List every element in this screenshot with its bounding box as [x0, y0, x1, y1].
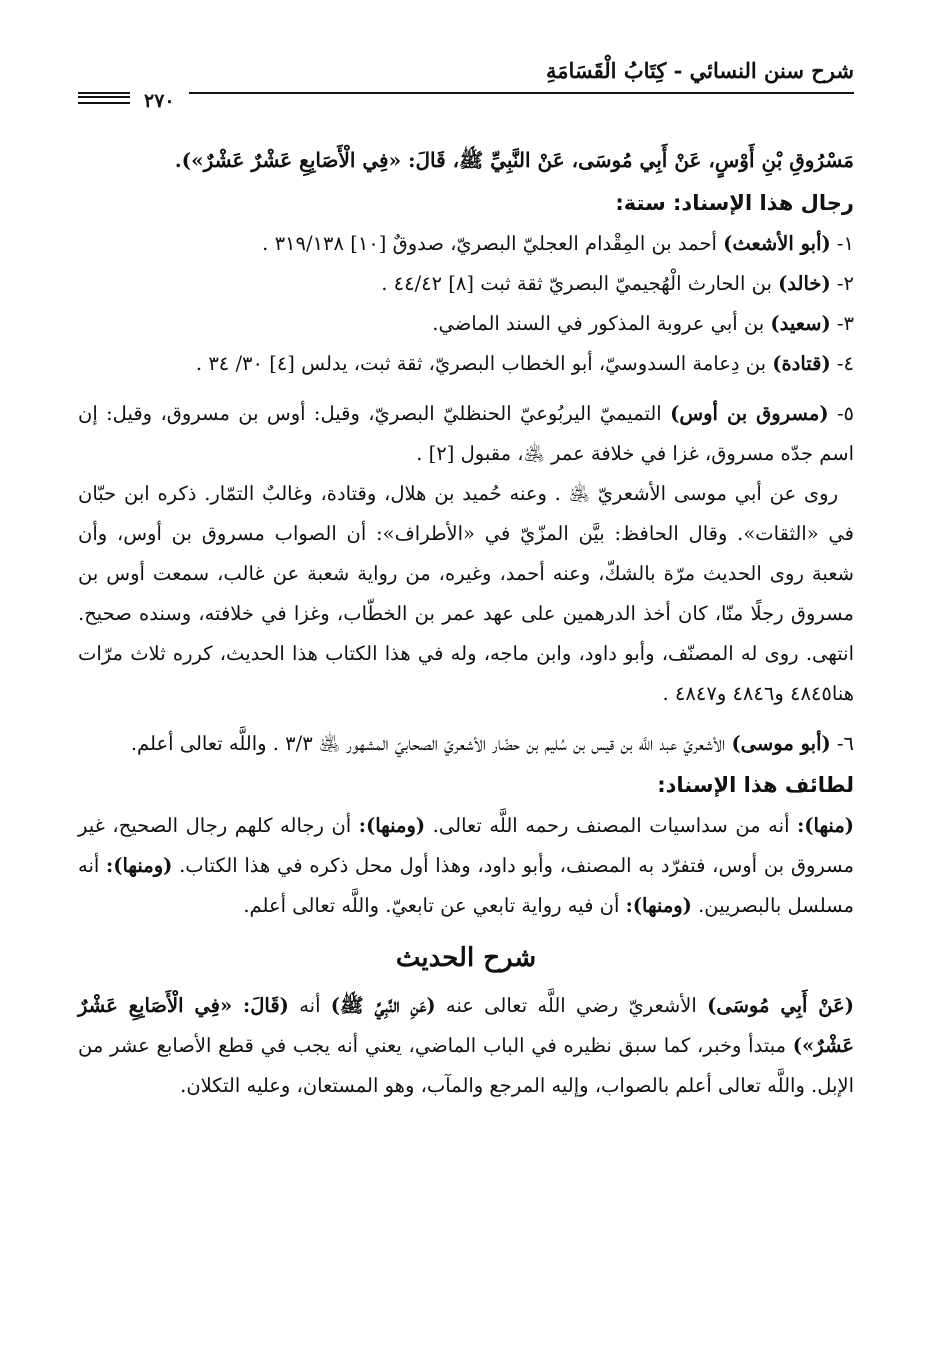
- sharh-text: مبتدأ وخبر، كما سبق نظيره في الباب الماضي، يعني أنه يجب في قطع الأصابع عشر من الإبل. واللَّه تعالى أعلم بالصواب، وإليه المرجع والمآب، وهو المستعان، وعليه التكلان.: [78, 1034, 854, 1097]
- lataif-marker: (ومنها):: [106, 854, 173, 877]
- sharh-text: الأشعريّ رضي اللَّه تعالى عنه: [445, 994, 697, 1017]
- lataif-marker: (ومنها):: [358, 814, 426, 837]
- narrator-text: التميميّ اليربُوعيّ الحنظليّ البصريّ، وقيل: أوس بن مسروق، وقيل: إن اسم جدّه مسروق، غزا في خلافة عمر ﵁، مقبول [٢] .: [78, 402, 854, 465]
- narrator-number: ١-: [836, 232, 854, 255]
- narrator-item: [78, 394, 854, 474]
- running-header: [78, 50, 854, 132]
- page-number: ٢٧٠: [130, 90, 189, 112]
- narrator-text: بن الحارث الْهُجيميّ البصريّ ثقة ثبت [٨] ٤٤/٤٢ .: [381, 272, 772, 295]
- page: [78, 50, 854, 1340]
- lataif-heading: لطائف هذا الإسناد:: [657, 773, 854, 797]
- sharh-quote: (عَنِ النَّبِيِّ ﷺ): [330, 994, 436, 1017]
- narrator-text: بن دِعامة السدوسيّ، أبو الخطاب البصريّ، ثقة ثبت، يدلس [٤] ٣٠/ ٣٤ .: [195, 352, 767, 375]
- header-ornament: [78, 96, 130, 108]
- narrator-number: ٤-: [836, 352, 854, 375]
- sharh-quote: (قَالَ: «فِي الْأَصَابِعِ عَشْرٌ عَشْرٌ»): [78, 994, 854, 1057]
- narrator-name: (خالد): [778, 272, 831, 295]
- header-rule: [78, 92, 854, 94]
- narrator-text: أحمد بن المِقْدام العجليّ البصريّ، صدوقٌ [١٠] ٣١٩/١٣٨ .: [262, 232, 717, 255]
- lataif-text: أنه من سداسيات المصنف رحمه اللَّه تعالى.: [432, 814, 790, 837]
- narrator-name: (مسروق بن أوس): [670, 402, 829, 425]
- narrator-number: ٥-: [836, 402, 855, 425]
- narrator-name: (سعيد): [770, 312, 831, 335]
- narrator-extra: روى عن أبي موسى الأشعريّ ﵁ . وعنه حُميد بن هلال، وقتادة، وغالبٌ التمّار. ذكره ابن حبّان في «الثقات». وقال الحافظ: بيَّن المزّيّ في «الأطراف»: أن الصواب مسروق بن أوس، وأن شعبة روى الحديث مرّة بالشكّ، وعنه أحمد، وغيره، من رواية شعبة عن غالب، سمعت أوس بن مسروق رجلًا منّا، كان أخذ الدرهمين على عهد عمر بن الخطّاب، وغزا في خلافته، وسنده صحيح. انتهى. روى له المصنّف، وأبو داود، وابن ماجه، وله في هذا الكتاب هذا الحديث، كرره ثلاث مرّات هنا٤٨٤٥ و٤٨٤٦ و٤٨٤٧ .: [78, 482, 854, 705]
- narrator-name: (أبو الأشعث): [723, 232, 831, 255]
- narrator-item: [78, 224, 854, 264]
- sharh-text: أنه: [299, 994, 321, 1017]
- lataif-marker: (ومنها):: [625, 894, 692, 917]
- narrator-name: (أبو موسى): [731, 732, 831, 755]
- sharh-paragraph: [78, 986, 854, 1106]
- lataif-text: أن رجاله كلهم رجال الصحيح، غير مسروق بن أوس، فتفرّد به المصنف، وأبو داود، وهذا أول محل ذكره في هذا الكتاب.: [78, 814, 854, 877]
- narrator-number: ٦-: [836, 732, 854, 755]
- rijal-heading: رجال هذا الإسناد: ستة:: [615, 191, 854, 215]
- narrator-item: [78, 304, 854, 344]
- narrator-number: ٢-: [836, 272, 854, 295]
- narrator-item: [78, 344, 854, 384]
- narrator-name: (قتادة): [772, 352, 831, 375]
- hadith-text: مَسْرُوقِ بْنِ أَوْسٍ، عَنْ أَبِي مُوسَى، عَنْ النَّبِيِّ ﷺ، قَالَ: «فِي الْأَصَابِعِ عَشْرٌ عَشْرٌ»).: [174, 148, 854, 172]
- sharh-quote: (عَنْ أَبِي مُوسَى): [707, 994, 855, 1017]
- lataif-text: أنه مسلسل بالبصريين.: [78, 854, 854, 917]
- lataif-paragraph: [78, 806, 854, 926]
- narrator-text: بن أبي عروبة المذكور في السند الماضي.: [432, 312, 765, 335]
- narrator-item: [78, 264, 854, 304]
- lataif-text: أن فيه رواية تابعي عن تابعيّ. واللَّه تعالى أعلم.: [243, 894, 620, 917]
- narrator-list: [78, 224, 854, 764]
- header-title: شرح سنن النسائي - كِتَابُ الْقَسَامَةِ: [546, 58, 854, 83]
- narrator-number: ٣-: [836, 312, 854, 335]
- narrator-item: [78, 724, 854, 764]
- sharh-heading: شرح الحديث: [395, 943, 537, 973]
- narrator-text: الأشعريّ عبد اللَّه بن قيس بن سُليم بن حضّار الأشعريّ الصحابيّ المشهور ﵁ ٣/٣ . واللَّه تعالى أعلم.: [130, 732, 726, 755]
- lataif-marker: (منها):: [797, 814, 854, 837]
